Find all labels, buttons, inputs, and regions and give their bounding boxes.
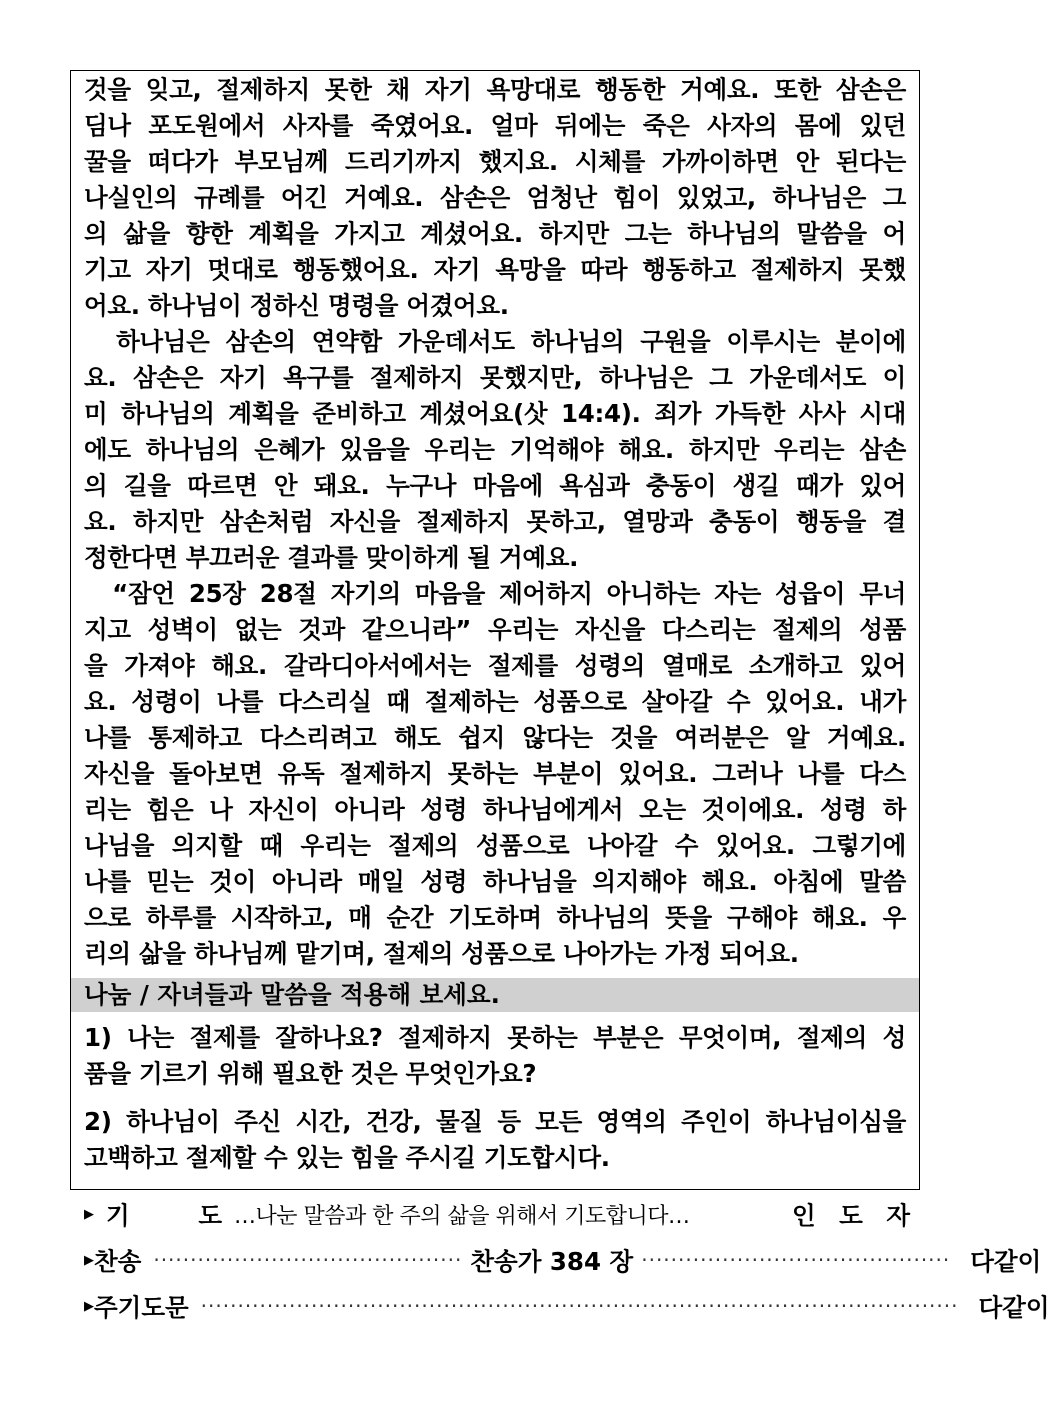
body-text (84, 72, 906, 972)
body-line: 자신을 돌아보면 유독 절제하지 못하는 부분이 있어요. 그러나 나를 다스 (84, 759, 906, 788)
body-line: 딤나 포도원에서 사자를 죽였어요. 얼마 뒤에는 죽은 사자의 몸에 있던 (84, 111, 906, 140)
body-line: 리의 삶을 하나님께 맡기며, 절제의 성품으로 나아가는 가정 되어요. (84, 939, 799, 968)
triangle-bullet-icon: ▶ (84, 1206, 94, 1222)
body-line: 의 길을 따르면 안 돼요. 누구나 마음에 욕심과 충동이 생길 때가 있어 (84, 471, 906, 500)
question-line: 2) 하나님이 주신 시간, 건강, 물질 등 모든 영역의 주인이 하나님이심을 (84, 1107, 906, 1136)
body-line: 리는 힘은 나 자신이 아니라 성령 하나님에게서 오는 것이에요. 성령 하 (84, 795, 906, 824)
body-line: 미 하나님의 계획을 준비하고 계셨어요(삿 14:4). 죄가 가득한 사사 시대 (84, 399, 906, 428)
body-line: 나를 믿는 것이 아니라 매일 성령 하나님을 의지해야 해요. 아침에 말씀 (84, 867, 906, 896)
body-line: 꿀을 떠다가 부모님께 드리기까지 했지요. 시체를 가까이하면 안 된다는 (84, 147, 906, 176)
order-row-prayer (84, 1194, 910, 1234)
triangle-bullet-icon: ▶ (84, 1298, 94, 1314)
body-line: 요. 삼손은 자기 욕구를 절제하지 못했지만, 하나님은 그 가운데서도 이 (84, 363, 906, 392)
order-label: 기 도 (106, 1200, 222, 1230)
body-line: 어요. 하나님이 정하신 명령을 어겼어요. (84, 291, 509, 320)
triangle-bullet-icon: ▶ (84, 1252, 94, 1268)
body-line: 하나님은 삼손의 연약함 가운데서도 하나님의 구원을 이루시는 분이에 (84, 327, 906, 356)
order-row-lords-prayer (84, 1286, 1050, 1326)
order-description: …나눈 말씀과 한 주의 삶을 위해서 기도합니다… (234, 1203, 690, 1229)
question-1 (84, 1020, 906, 1092)
order-label: 주기도문 (94, 1292, 189, 1322)
order-row-hymn (84, 1240, 1042, 1280)
dot-leader: ·········································· (153, 1248, 463, 1272)
body-line: 나님을 의지할 때 우리는 절제의 성품으로 나아갈 수 있어요. 그렇기에 (84, 831, 906, 860)
order-leader: 인 도 자 (792, 1200, 910, 1230)
body-line: 나실인의 규례를 어긴 거예요. 삼손은 엄청난 힘이 있었고, 하나님은 그 (84, 183, 906, 212)
sharing-title: 나눔 / 자녀들과 말씀을 적용해 보세요. (84, 980, 500, 1009)
body-line: 에도 하나님의 은혜가 있음을 우리는 기억해야 해요. 하지만 우리는 삼손 (84, 435, 906, 464)
order-middle (201, 1294, 959, 1318)
order-description: 찬송가 384 장 (470, 1246, 634, 1276)
dot-leader: ·········································· (641, 1248, 951, 1272)
question-line: 1) 나는 절제를 잘하나요? 절제하지 못하는 부분은 무엇이며, 절제의 성 (84, 1023, 906, 1052)
body-line: 지고 성벽이 없는 것과 같으니라” 우리는 자신을 다스리는 절제의 성품 (84, 615, 906, 644)
body-line: 것을 잊고, 절제하지 못한 채 자기 욕망대로 행동한 거예요. 또한 삼손은 (84, 75, 906, 104)
order-label: 찬 송 (94, 1246, 142, 1276)
body-line: 요. 성령이 나를 다스리실 때 절제하는 성품으로 살아갈 수 있어요. 내가 (84, 687, 906, 716)
body-line: 기고 자기 멋대로 행동했어요. 자기 욕망을 따라 행동하고 절제하지 못했 (84, 255, 906, 284)
body-line: “잠언 25장 28절 자기의 마음을 제어하지 아니하는 자는 성읍이 무너 (84, 579, 906, 608)
body-line: 을 가져야 해요. 갈라디아서에서는 절제를 성령의 열매로 소개하고 있어 (84, 651, 906, 680)
body-line: 나를 통제하고 다스리려고 해도 쉽지 않다는 것을 여러분은 알 거예요. (84, 723, 906, 752)
body-line: 의 삶을 향한 계획을 가지고 계셨어요. 하지만 그는 하나님의 말씀을 어 (84, 219, 906, 248)
question-line: 품을 기르기 위해 필요한 것은 무엇인가요? (84, 1059, 537, 1088)
order-leader: 다 같 이 (978, 1292, 1050, 1322)
order-middle (153, 1243, 950, 1278)
question-2 (84, 1104, 906, 1176)
body-line: 정한다면 부끄러운 결과를 맞이하게 될 거예요. (84, 543, 579, 572)
question-line: 고백하고 절제할 수 있는 힘을 주시길 기도합시다. (84, 1143, 610, 1172)
body-line: 요. 하지만 삼손처럼 자신을 절제하지 못하고, 열망과 충동이 행동을 결 (84, 507, 906, 536)
body-line: 으로 하루를 시작하고, 매 순간 기도하며 하나님의 뜻을 구해야 해요. 우 (84, 903, 906, 932)
order-middle (234, 1199, 772, 1230)
dot-leader: ······································································································· (200, 1294, 959, 1318)
order-leader: 다 같 이 (970, 1246, 1042, 1276)
